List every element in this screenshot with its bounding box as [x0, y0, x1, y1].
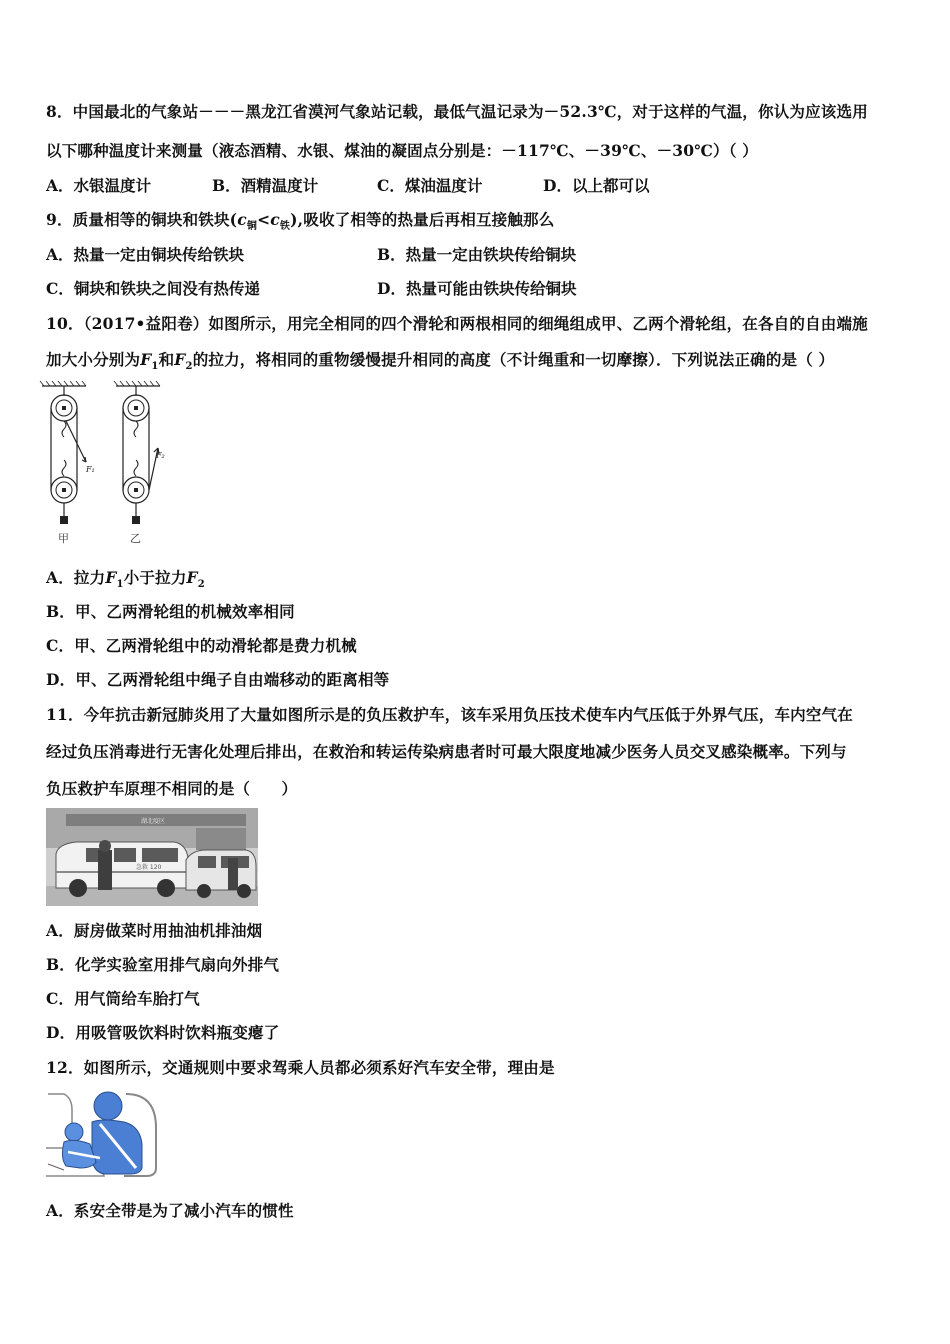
q9-c-copper: c — [237, 210, 247, 229]
q11-option-a: A．厨房做菜时用抽油机排油烟 — [46, 921, 263, 940]
q8-option-d: D．以上都可以 — [543, 176, 650, 195]
q9-stem-post: ),吸收了相等的热量后再相互接触那么 — [290, 210, 555, 229]
q9-sub-iron: 铁 — [279, 221, 291, 233]
q9-option-d: D．热量可能由铁块传给铜块 — [377, 279, 577, 298]
q10-option-a-f2: F — [186, 568, 198, 587]
q10-f2-symbol: F — [174, 350, 186, 369]
q9-c-iron: c — [270, 210, 280, 229]
child-head — [65, 1123, 83, 1141]
weight-left — [60, 516, 68, 524]
fig-label-yi: 乙 — [130, 532, 141, 545]
q8-option-b: B．酒精温度计 — [212, 176, 319, 195]
q10-option-c: C．甲、乙两滑轮组中的动滑轮都是费力机械 — [46, 636, 357, 655]
q10-option-a-f2-sub: 2 — [197, 579, 205, 591]
ambulance-photo — [46, 808, 258, 906]
rope-left-free — [66, 421, 86, 462]
q11-option-b: B．化学实验室用排气扇向外排气 — [46, 955, 280, 974]
q10-f1-sub: 1 — [151, 361, 159, 373]
q8-stem-line2: 以下哪种温度计来测量（液态酒精、水银、煤油的凝固点分别是：－117℃、－39℃、－30℃）（ ） — [46, 141, 758, 160]
q8-stem-line1: 8．中国最北的气象站－－－黑龙江省漠河气象站记载，最低气温记录为－52.3℃，对于这样的气温，你认为应该选用 — [46, 102, 868, 121]
q10-line2-pre: 加大小分别为 — [46, 350, 141, 369]
pulley-diagram — [36, 378, 186, 550]
q10-option-a-f1: F — [105, 568, 117, 587]
q9-stem — [46, 208, 554, 232]
q9-option-a: A．热量一定由铜块传给铁块 — [46, 245, 245, 264]
photo-plate-text: 急救 120 — [136, 864, 162, 871]
q10-and: 和 — [158, 350, 175, 369]
q11-stem-line3: 负压救护车原理不相同的是（ ） — [46, 779, 298, 798]
fig-label-f1: F₁ — [86, 465, 95, 474]
q10-option-a-pre: A．拉力 — [46, 568, 106, 587]
q11-option-c: C．用气筒给车胎打气 — [46, 989, 200, 1008]
q10-option-b: B．甲、乙两滑轮组的机械效率相同 — [46, 602, 295, 621]
q10-option-a — [46, 566, 205, 590]
q12-option-a: A．系安全带是为了减小汽车的惯性 — [46, 1201, 294, 1220]
fig-label-f2: F₂ — [156, 451, 165, 460]
q12-stem: 12．如图所示，交通规则中要求驾乘人员都必须系好汽车安全带，理由是 — [46, 1058, 555, 1077]
adult-head — [94, 1092, 122, 1120]
q10-stem-line2 — [46, 348, 834, 372]
q11-option-d: D．用吸管吸饮料时饮料瓶变瘪了 — [46, 1023, 280, 1042]
q11-stem-line2: 经过负压消毒进行无害化处理后排出，在救治和转运传染病患者时可最大限度地减少医务人员交叉感染概率。下列与 — [46, 742, 847, 761]
q10-f1-symbol: F — [140, 350, 152, 369]
q9-option-b: B．热量一定由铁块传给铜块 — [377, 245, 577, 264]
person-figure — [98, 850, 112, 890]
q10-option-d: D．甲、乙两滑轮组中绳子自由端移动的距离相等 — [46, 670, 390, 689]
q8-option-c: C．煤油温度计 — [377, 176, 483, 195]
q11-stem-line1: 11．今年抗击新冠肺炎用了大量如图所示是的负压救护车，该车采用负压技术使车内气压低于外界气压，车内空气在 — [46, 705, 853, 724]
fig-label-jia: 甲 — [58, 532, 69, 545]
q10-option-a-mid: 小于拉力 — [123, 568, 187, 587]
q8-option-a: A．水银温度计 — [46, 176, 152, 195]
seatbelt-illustration — [44, 1088, 162, 1180]
q10-option-a-f1-sub: 1 — [116, 579, 124, 591]
q9-stem-pre: 9．质量相等的铜块和铁块( — [46, 210, 238, 229]
q9-option-c: C．铜块和铁块之间没有热传递 — [46, 279, 260, 298]
weight-right — [132, 516, 140, 524]
q10-f2-sub: 2 — [185, 361, 193, 373]
q9-sub-copper: 铜 — [246, 221, 258, 233]
photo-sign-text: 湖北疫区 — [141, 818, 166, 825]
q10-line2-post: 的拉力，将相同的重物缓慢提升相同的高度（不计绳重和一切摩擦）．下列说法正确的是（ ） — [192, 350, 835, 369]
q10-stem-line1: 10．（2017•益阳卷）如图所示，用完全相同的四个滑轮和两根相同的细绳组成甲、乙两个滑轮组，在各自的自由端施 — [46, 314, 868, 333]
q9-less-than: < — [257, 210, 271, 229]
